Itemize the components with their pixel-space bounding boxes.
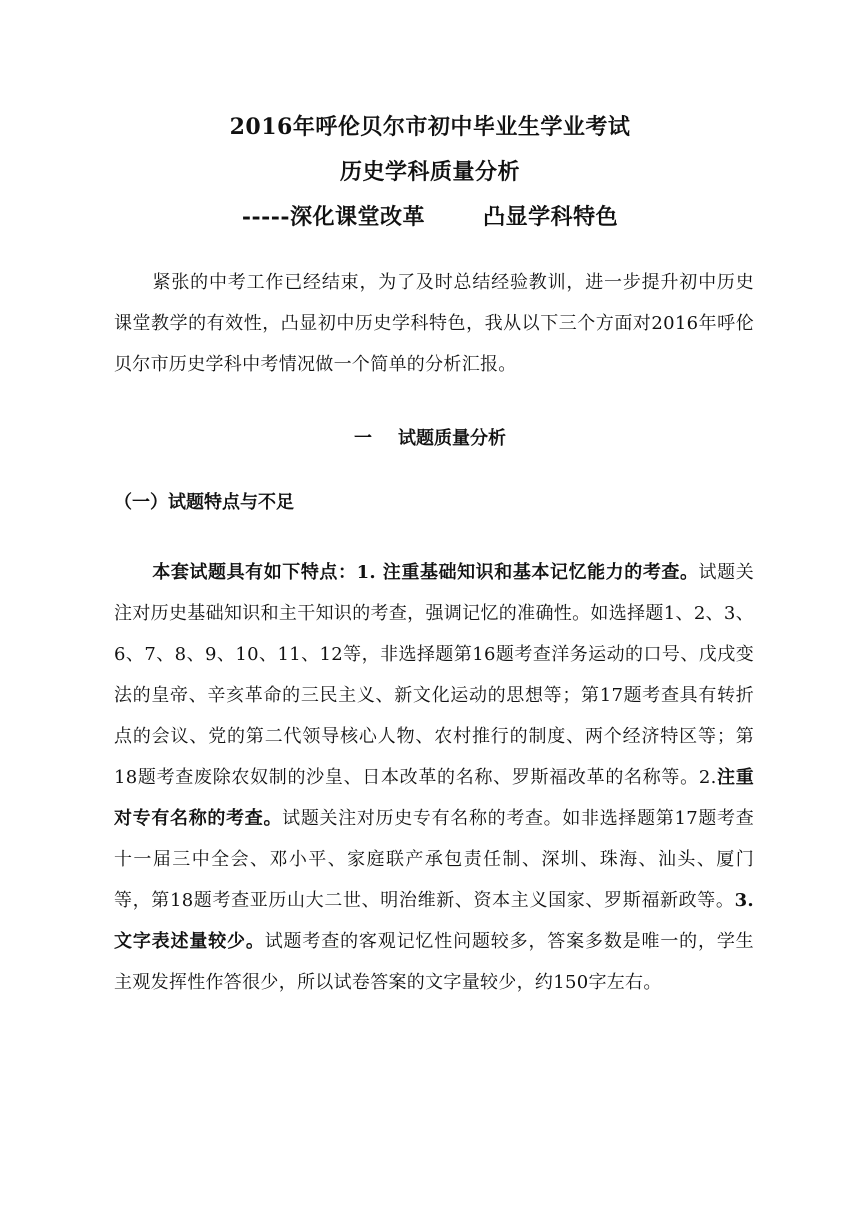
document-subtitle: 历史学科质量分析 (339, 159, 520, 185)
slogan-left: -----深化课堂改革 (241, 204, 426, 230)
section-number: 一 (354, 428, 372, 449)
document-slogan (0, 202, 860, 232)
subsection-heading: （一）试题特点与不足 (114, 492, 294, 513)
body-text-1: 试题关注对历史基础知识和主干知识的考查，强调记忆的准确性。如选择题1、2、3、6、7、8、9、10、11、12等，非选择题第16题考查洋务运动的口号、戊戌变法的皇帝、辛亥革命的三民主义、新文化运动的思想等；第17题考查具有转折点的会议、党的第二代领导核心人物、农村推行的制度、两个经济特区等；第18题考查废除农奴制的沙皇、日本改革的名称、罗斯福改革的名称等。2. (114, 562, 754, 788)
body-paragraph (114, 552, 754, 1003)
point-2-heading: 注重对专有名称的考查。 (114, 767, 754, 829)
slogan-right: 凸显学科特色 (483, 204, 619, 230)
lead-sentence: 本套试题具有如下特点：1. 注重基础知识和基本记忆能力的考查。 (152, 562, 699, 583)
point-3-heading: 3.文字表述量较少。 (114, 890, 754, 952)
section-heading (0, 424, 860, 454)
intro-text: 紧张的中考工作已经结束，为了及时总结经验教训，进一步提升初中历史课堂教学的有效性，凸显初中历史学科特色，我从以下三个方面对2016年呼伦贝尔市历史学科中考情况做一个简单的分析汇报。 (114, 272, 754, 375)
intro-paragraph (114, 262, 754, 385)
body-text-2: 试题关注对历史专有名称的考查。如非选择题第17题考查十一届三中全会、邓小平、家庭联产承包责任制、深圳、珠海、汕头、厦门等，第18题考查亚历山大二世、明治维新、资本主义国家、罗斯福新政等。 (114, 808, 755, 911)
document-title: 2016年呼伦贝尔市初中毕业生学业考试 (229, 114, 631, 140)
body-text-3: 试题考查的客观记忆性问题较多，答案多数是唯一的，学生主观发挥性作答很少，所以试卷答案的文字量较少，约150字左右。 (114, 931, 754, 993)
section-title: 试题质量分析 (398, 428, 506, 449)
